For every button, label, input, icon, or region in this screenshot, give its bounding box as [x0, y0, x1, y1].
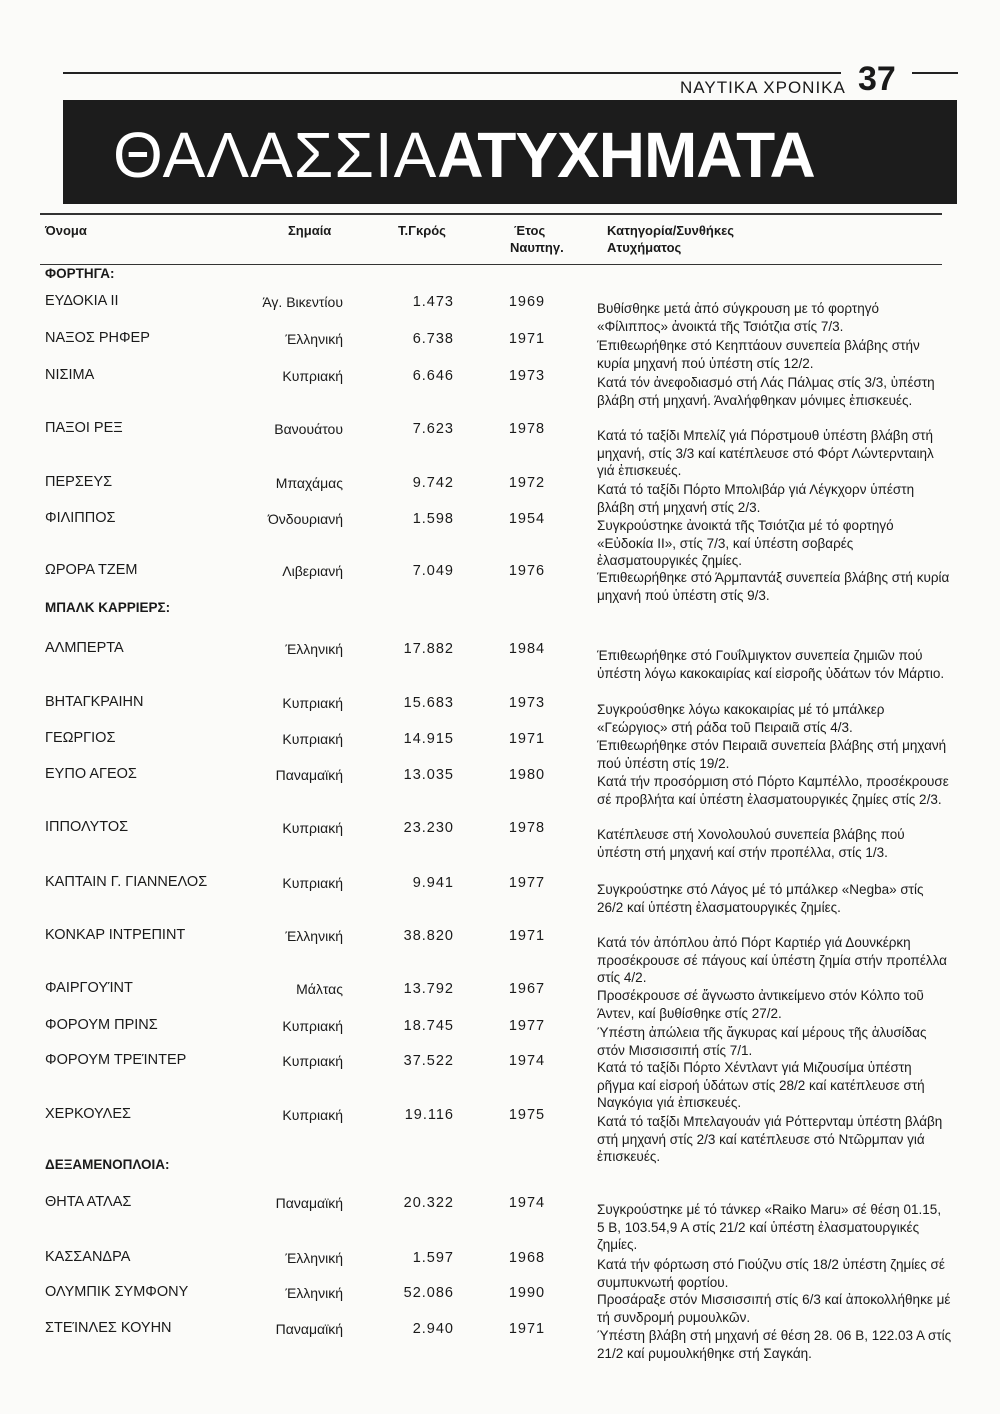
accident-description: Κατέπλευσε στή Χονολουλού συνεπεία βλάβης πού ὑπέστη στή μηχανή καί στήν προπέλλα, στίς 1/3. [597, 827, 905, 860]
ship-grt: 9.742 [412, 475, 454, 491]
accident-description: Ύπέστη βλάβη στή μηχανή σέ θέση 28. 06 Β, 122.03 Α στίς 21/2 καί ρυμουλκήθηκε στή Σαγκάη. [597, 1328, 952, 1361]
accident-description: Προσέκρουσε σέ ἄγνωστο ἀντικείμενο στόν Κόλπο τοῦ Άντεν, καί βυθίσθηκε στίς 27/2. [597, 988, 924, 1021]
ship-name: ΣΤΕΊΝΛΕΣ ΚΟΥΗΝ [45, 1320, 172, 1336]
ship-grt: 17.882 [403, 641, 454, 657]
accident-description: Συγκρούστηκε μέ τό τάνκερ «Raiko Maru» σέ θέση 01.15, 5 Β, 103.54,9 Α στίς 21/2 καί ὑπέστη ἐλασματουργικές ζημίες. [597, 1202, 942, 1252]
accident-description: Κατά τήν φόρτωση στό Γιούζνυ στίς 18/2 ὑπέστη ζημίες σέ συμπυκνωτή φορτίου. [597, 1257, 945, 1290]
ship-flag: Κυπριακή [282, 1053, 343, 1069]
ship-year: 1977 [508, 875, 546, 891]
ship-name: ΦΟΡΟΥΜ ΠΡΙΝΣ [45, 1017, 158, 1033]
title-banner [63, 100, 957, 204]
ship-flag: Έλληνική [285, 928, 343, 944]
ship-grt: 20.322 [403, 1195, 454, 1211]
ship-grt: 9.941 [412, 875, 454, 891]
ship-year: 1969 [508, 294, 546, 310]
col-header-year-line1: Έτος [514, 223, 546, 238]
ship-name: ΦΟΡΟΥΜ ΤΡΕΊΝΤΕΡ [45, 1052, 187, 1068]
accident-description: Συγκρούστηκε ἀνοικτά τῆς Τσιότζια μέ τό φορτηγό «Εὐδοκία ΙΙ», στίς 7/3, καί ὑπέστη σοβαρές ἐλασματουργικές ζημίες. [597, 518, 894, 568]
ship-name: ΟΛΥΜΠΙΚ ΣΥΜΦΟΝΥ [45, 1284, 189, 1300]
ship-grt: 15.683 [403, 695, 454, 711]
ship-year: 1978 [508, 820, 546, 836]
ship-grt: 6.738 [412, 331, 454, 347]
ship-grt: 13.792 [403, 981, 454, 997]
accident-description: Κατά τό ταξίδι Μπελαγουάν γιά Ρόττερνταμ ὑπέστη βλάβη στή μηχανή στίς 2/3 καί κατέπλευσε στό Ντῶρμπαν γιά ἐπισκευές. [597, 1114, 943, 1164]
ship-year: 1974 [508, 1053, 546, 1069]
table-row [0, 1052, 1000, 1112]
ship-grt: 38.820 [403, 928, 454, 944]
ship-flag: Κυπριακή [282, 695, 343, 711]
ship-name: ΝΙΣΙΜΑ [45, 367, 95, 383]
col-header-desc-line1: Κατηγορία/Συνθήκες [607, 223, 734, 238]
ship-name: ΦΑΙΡΓΟΥΊΝΤ [45, 980, 133, 996]
ship-name: ΑΛΜΠΕΡΤΑ [45, 640, 124, 656]
ship-name: ΚΟΝΚΑΡ ΙΝΤΡΕΠΙΝΤ [45, 927, 186, 943]
ship-grt: 1.473 [412, 294, 454, 310]
ship-flag: Έλληνική [285, 331, 343, 347]
ship-grt: 13.035 [403, 767, 454, 783]
ship-flag: Όνδουριανή [267, 511, 343, 527]
header-rule [912, 72, 958, 74]
ship-name: ΠΑΞΟΙ ΡΕΞ [45, 420, 123, 436]
accident-description: Συγκρούσθηκε λόγω κακοκαιρίας μέ τό μπάλκερ «Γεώργιος» στή ράδα τοῦ Πειραιᾶ στίς 4/3. [597, 702, 885, 735]
ship-grt: 52.086 [403, 1285, 454, 1301]
ship-grt: 2.940 [412, 1321, 454, 1337]
ship-name: ΚΑΠΤΑΙΝ Γ. ΓΙΑΝΝΕΛΟΣ [45, 874, 208, 890]
ship-grt: 1.598 [412, 511, 454, 527]
ship-name: ΝΑΞΟΣ ΡΗΦΕΡ [45, 330, 150, 346]
col-header-year [510, 222, 564, 256]
col-header-flag: Σημαία [288, 223, 332, 238]
ship-grt: 23.230 [403, 820, 454, 836]
ship-flag: Κυπριακή [282, 368, 343, 384]
ship-name: ΒΗΤΑΓΚΡΑΙΗΝ [45, 694, 144, 710]
ship-name: ΕΥΔΟΚΙΑ ΙΙ [45, 293, 119, 309]
ship-flag: Κυπριακή [282, 820, 343, 836]
ship-year: 1990 [508, 1285, 546, 1301]
ship-flag: Άγ. Βικεντίου [262, 294, 343, 310]
ship-flag: Παναμαϊκή [275, 767, 343, 783]
ship-year: 1974 [508, 1195, 546, 1211]
ship-name: ΚΑΣΣΑΝΔΡΑ [45, 1249, 131, 1265]
ship-year: 1968 [508, 1250, 546, 1266]
ship-flag: Κυπριακή [282, 1107, 343, 1123]
banner-title-bold: ΑΤΥΧΗΜΑΤΑ [437, 119, 815, 191]
table-row [0, 420, 1000, 480]
table-row [0, 874, 1000, 934]
col-header-desc-line2: Ατυχήματος [607, 240, 682, 255]
header-rule [63, 72, 841, 74]
ship-flag: Λιβεριανή [282, 563, 343, 579]
table-row [0, 1320, 1000, 1380]
ship-grt: 7.623 [412, 421, 454, 437]
ship-year: 1972 [508, 475, 546, 491]
accident-description: Βυθίσθηκε μετά ἀπό σύγκρουση με τό φορτηγό «Φίλιππος» ἀνοικτά τῆς Τσιότζια στίς 7/3. [597, 301, 879, 334]
ship-flag: Μπαχάμας [275, 475, 343, 491]
ship-flag: Μάλτας [296, 981, 343, 997]
ship-grt: 37.522 [403, 1053, 454, 1069]
ship-name: ΓΕΩΡΓΙΟΣ [45, 730, 116, 746]
accident-description: Έπιθεωρήθηκε στό Άρμπαντάξ συνεπεία βλάβης στή κυρία μηχανή πού ὑπέστη στίς 9/3. [597, 570, 950, 603]
ship-flag: Κυπριακή [282, 1018, 343, 1034]
ship-year: 1971 [508, 731, 546, 747]
table-header-rule [40, 264, 942, 265]
table-row [0, 640, 1000, 700]
ship-year: 1980 [508, 767, 546, 783]
accident-description: Συγκρούστηκε στό Λάγος μέ τό μπάλκερ «Negba» στίς 26/2 καί ὑπέστη ἐλασματουργικές ζημίες. [597, 882, 924, 915]
table-row [0, 367, 1000, 427]
accident-description: Κατά τό ταξίδι Πόρτο Χέντλαντ γιά Μιζουσίμα ὑπέστη ρῆγμα καί εἰσροή ὑδάτων στίς 28/2 καί κατέπλευσε στή Ναγκόγια γιά ἐπισκευές. [597, 1060, 925, 1110]
ship-year: 1978 [508, 421, 546, 437]
ship-flag: Έλληνική [285, 1285, 343, 1301]
ship-grt: 19.116 [404, 1107, 454, 1123]
ship-year: 1967 [508, 981, 546, 997]
col-header-desc [607, 222, 734, 256]
ship-flag: Βανουάτου [274, 421, 343, 437]
ship-year: 1971 [508, 928, 546, 944]
ship-flag: Κυπριακή [282, 731, 343, 747]
accident-description: Προσάραξε στόν Μισσισσιπή στίς 6/3 καί ἀποκολλήθηκε μέ τή συνδρομή ρυμουλκῶν. [597, 1292, 951, 1325]
section-title: ΜΠΑΛΚ ΚΑΡΡΙΕΡΣ: [45, 600, 171, 615]
accident-description: Κατά τόν ἀπόπλου ἀπό Πόρτ Καρτιέρ γιά Δουνκέρκη προσέκρουσε σέ πάγους καί ὑπέστη ζημία στήν προπέλλα στίς 4/2. [597, 935, 947, 985]
accident-description: Κατά τό ταξίδι Μπελίζ γιά Πόρστμουθ ὑπέστη βλάβη στή μηχανή, στίς 3/3 καί κατέπλευσε στό Φόρτ Λώντερνταιηλ γιά ἐπισκευές. [597, 428, 934, 478]
ship-name: ΦΙΛΙΠΠΟΣ [45, 510, 116, 526]
magazine-name: ΝΑΥΤΙΚΑ ΧΡΟΝΙΚΑ [680, 78, 846, 97]
banner-title [113, 120, 815, 190]
accident-description: Κατά τόν ἀνεφοδιασμό στή Λάς Πάλμας στίς 3/3, ὑπέστη βλάβη στή μηχανή. Άναλήφθηκαν μόνιμες ἐπισκευές. [597, 375, 935, 408]
ship-name: ΠΕΡΣΕΥΣ [45, 474, 113, 490]
ship-name: ΧΕΡΚΟΥΛΕΣ [45, 1106, 131, 1122]
ship-flag: Παναμαϊκή [275, 1195, 343, 1211]
col-header-name: Όνομα [45, 223, 87, 238]
ship-grt: 14.915 [403, 731, 454, 747]
ship-flag: Παναμαϊκή [275, 1321, 343, 1337]
ship-name: ΘΗΤΑ ΑΤΛΑΣ [45, 1194, 132, 1210]
ship-name: ΩΡΟΡΑ ΤΖΕΜ [45, 562, 138, 578]
ship-year: 1976 [508, 563, 546, 579]
col-header-year-line2: Ναυπηγ. [510, 240, 564, 255]
ship-name: ΕΥΠΟ ΑΓΕΟΣ [45, 766, 137, 782]
ship-year: 1977 [508, 1018, 546, 1034]
ship-year: 1954 [508, 511, 546, 527]
ship-grt: 7.049 [412, 563, 454, 579]
col-header-grt: Τ.Γκρός [398, 223, 446, 238]
accident-description: Κατά τό ταξίδι Πόρτο Μπολιβάρ γιά Λέγκχορν ὑπέστη βλάβη στή μηχανή στίς 2/3. [597, 482, 915, 515]
ship-year: 1973 [508, 368, 546, 384]
ship-year: 1984 [508, 641, 546, 657]
accident-description: Κατά τήν προσόρμιση στό Πόρτο Καμπέλλο, προσέκρουσε σέ προβλήτα καί ὑπέστη ἐλασματουργικές ζημίες στίς 2/3. [597, 774, 949, 807]
ship-grt: 1.597 [412, 1250, 454, 1266]
banner-title-light: ΘΑΛΑΣΣΙΑ [113, 119, 438, 191]
accident-description: Έπιθεωρήθηκε στό Κεηπτάουν συνεπεία βλάβης στήν κυρία μηχανή πού ὑπέστη στίς 12/2. [597, 338, 920, 371]
ship-flag: Έλληνική [285, 1250, 343, 1266]
ship-grt: 6.646 [412, 368, 454, 384]
ship-year: 1975 [508, 1107, 546, 1123]
table-row [0, 819, 1000, 879]
ship-flag: Κυπριακή [282, 875, 343, 891]
ship-grt: 18.745 [403, 1018, 454, 1034]
ship-year: 1973 [508, 695, 546, 711]
accident-description: Έπιθεωρήθηκε στό Γουΐλμιγκτον συνεπεία ζημιῶν πού ὑπέστη λόγω κακοκαιρίας καί εἰσροῆς ὑδάτων τόν Μάρτιο. [597, 648, 945, 681]
section-title: ΦΟΡΤΗΓΑ: [45, 266, 115, 281]
accident-description: Έπιθεωρήθηκε στόν Πειραιᾶ συνεπεία βλάβης στή μηχανή πού ὑπέστη στίς 19/2. [597, 738, 947, 771]
table-row [0, 510, 1000, 570]
accident-description: Ύπέστη ἀπώλεια τῆς ἄγκυρας καί μέρους τῆς ἁλυσίδας στόν Μισσισσιπή στίς 7/1. [597, 1025, 927, 1058]
table-top-rule [40, 213, 942, 215]
table-row [0, 927, 1000, 987]
ship-year: 1971 [508, 1321, 546, 1337]
ship-name: ΙΠΠΟΛΥΤΟΣ [45, 819, 129, 835]
table-row [0, 1194, 1000, 1254]
section-title: ΔΕΞΑΜΕΝΟΠΛΟΙΑ: [45, 1157, 170, 1172]
table-row [0, 766, 1000, 826]
ship-year: 1971 [508, 331, 546, 347]
page-number: 37 [858, 60, 896, 98]
ship-flag: Έλληνική [285, 641, 343, 657]
page-header [0, 60, 1000, 100]
